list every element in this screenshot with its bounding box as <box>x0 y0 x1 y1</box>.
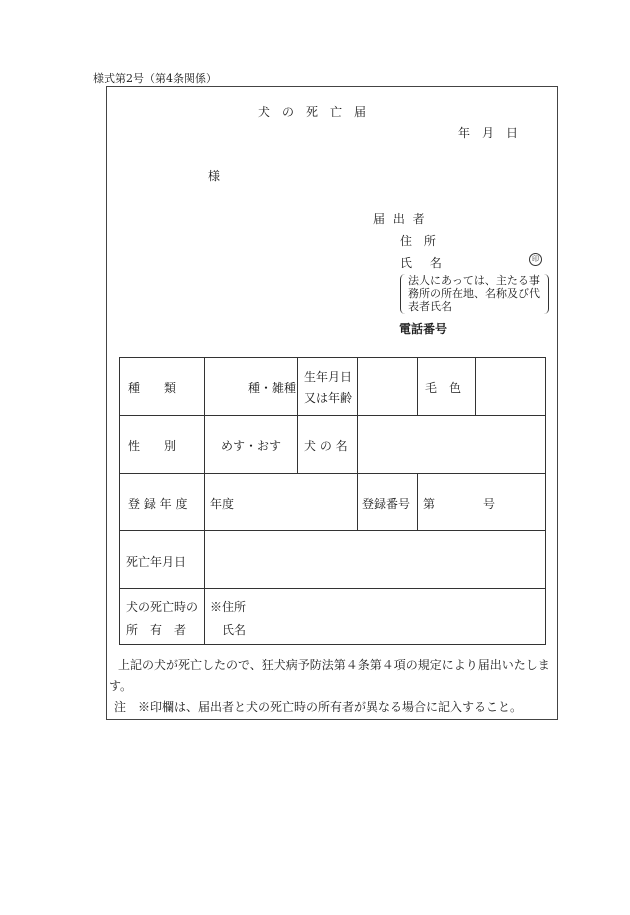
form-title: 犬 の 死 亡 届 <box>258 105 367 119</box>
registration-number-suffix: 号 <box>483 497 496 511</box>
phone-label: 電話番号 <box>399 322 448 336</box>
owner-name-label: 氏名 <box>222 623 247 637</box>
owner-label-2: 所 有 者 <box>126 623 187 637</box>
col-divider <box>357 473 358 531</box>
row-divider <box>120 530 545 531</box>
owner-address-label: ※住所 <box>210 600 247 614</box>
col-divider <box>204 358 205 645</box>
col-divider <box>475 358 476 415</box>
col-divider <box>297 358 298 474</box>
date-line: 年 月 日 <box>458 126 519 140</box>
seal-mark: 印 <box>529 253 542 266</box>
col-divider <box>417 358 418 415</box>
birth-label-1: 生年月日 <box>304 370 353 384</box>
form-number-label: 様式第2号（第4条関係） <box>93 72 217 85</box>
birth-label-2: 又は年齢 <box>304 391 353 405</box>
row-divider <box>120 473 545 474</box>
kind-label: 種 類 <box>128 381 177 395</box>
col-divider <box>357 415 358 473</box>
kind-value[interactable]: 種・雑種 <box>248 381 297 395</box>
addressee-suffix: 様 <box>208 169 221 183</box>
sex-label: 性 別 <box>128 439 177 453</box>
registration-year-value[interactable]: 年度 <box>210 497 235 511</box>
notifier-name-label: 氏 名 <box>400 256 442 270</box>
col-divider <box>357 358 358 415</box>
registration-year-label: 登 録 年 度 <box>128 497 188 511</box>
statement-line-1: 上記の犬が死亡したので、狂犬病予防法第４条第４項の規定により届出いたしま <box>118 658 550 672</box>
registration-number-label: 登録番号 <box>362 497 411 511</box>
coat-color-label: 毛 色 <box>425 381 462 395</box>
row-divider <box>120 415 545 416</box>
death-date-label: 死亡年月日 <box>126 555 187 569</box>
notifier-heading: 届 出 者 <box>373 212 425 226</box>
notifier-address-label: 住 所 <box>400 234 436 248</box>
dog-info-table <box>119 357 546 645</box>
corporate-note: 法人にあっては、主たる事務所の所在地、名称及び代表者氏名 <box>408 274 540 313</box>
statement-line-2: す。 <box>109 679 133 693</box>
registration-number-prefix: 第 <box>423 497 436 511</box>
owner-label-1: 犬の死亡時の <box>126 600 199 614</box>
col-divider <box>417 473 418 531</box>
dog-name-label: 犬 の 名 <box>304 439 348 453</box>
sex-value[interactable]: めす・おす <box>221 439 282 453</box>
footnote: 注 ※印欄は、届出者と犬の死亡時の所有者が異なる場合に記入すること。 <box>114 700 523 714</box>
row-divider <box>120 588 545 589</box>
